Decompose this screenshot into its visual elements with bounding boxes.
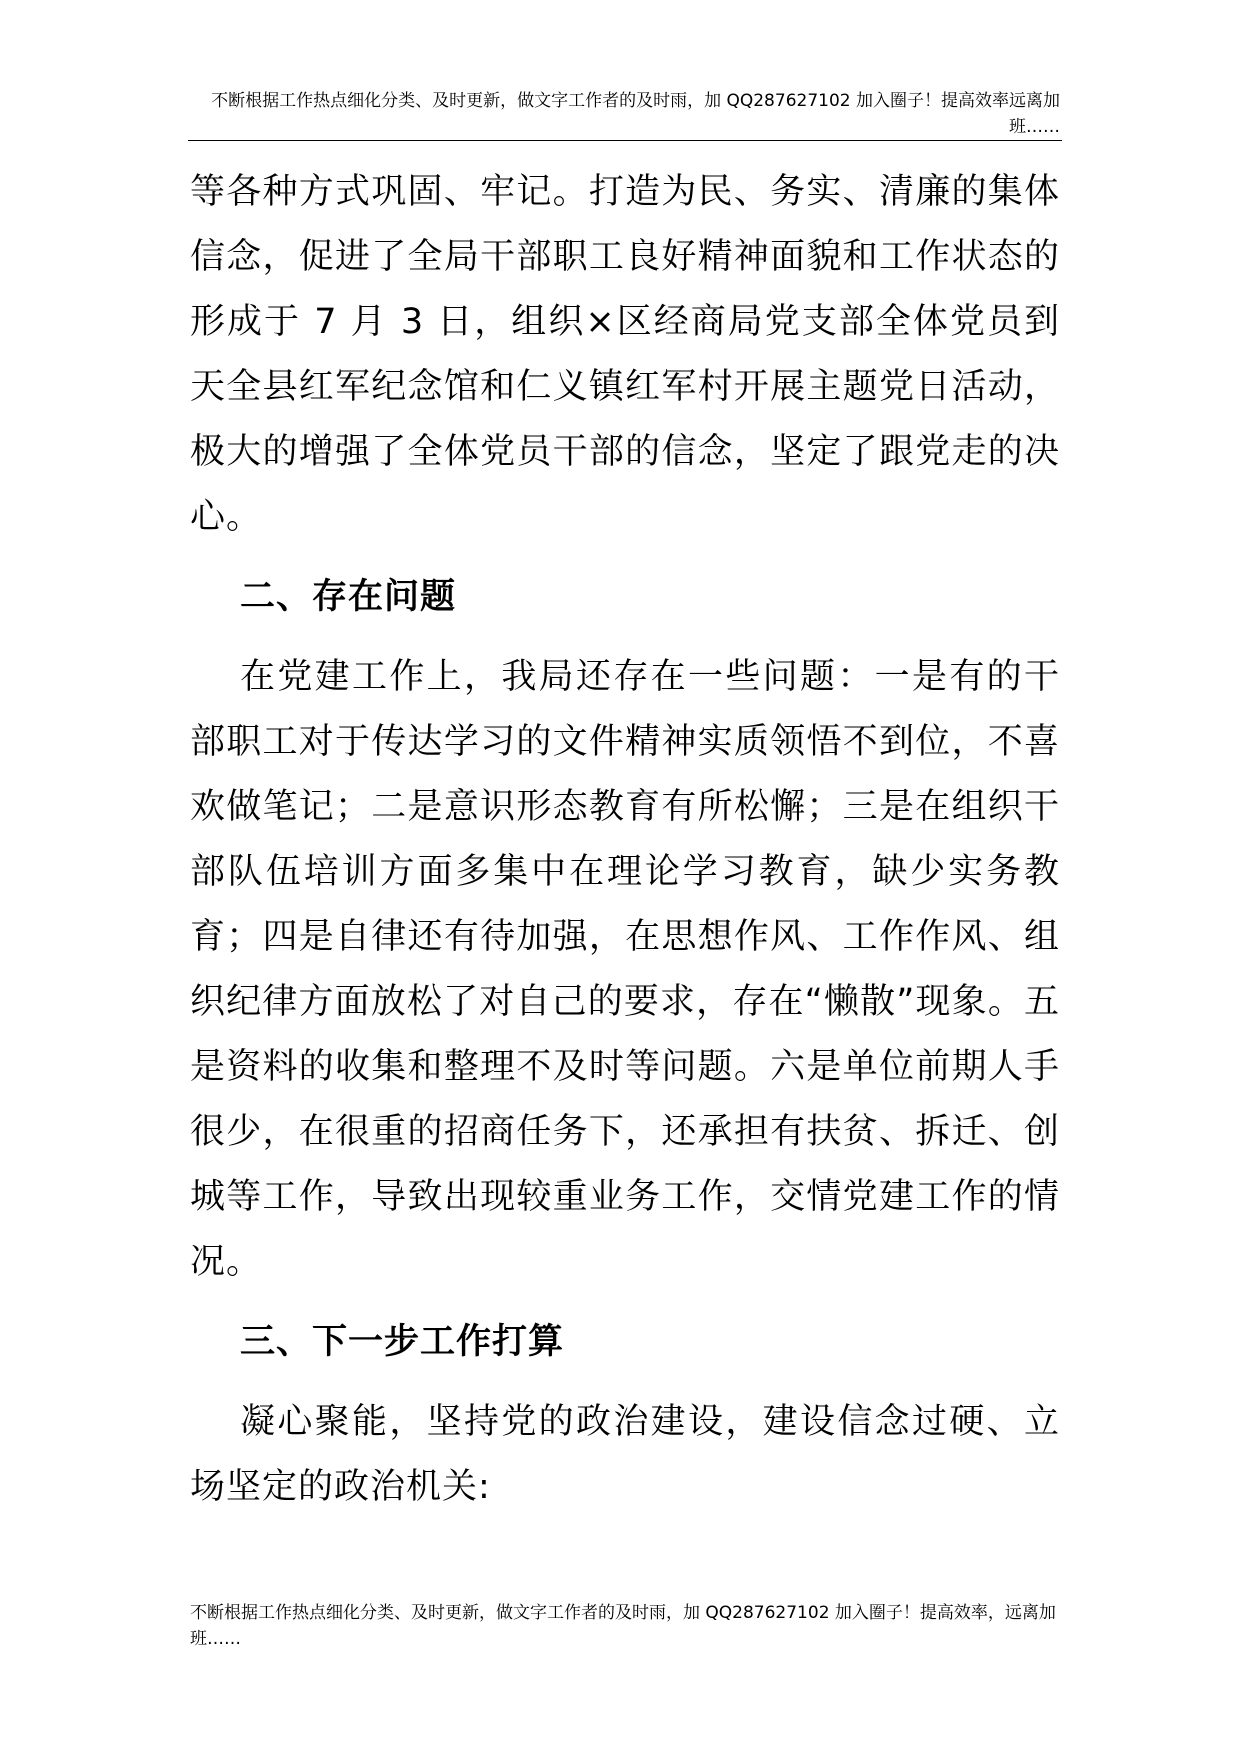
section-heading-next-steps: 三、下一步工作打算 <box>240 1322 565 1362</box>
document-body <box>190 160 1060 1535</box>
page-footer: 不断根据工作热点细化分类、及时更新，做文字工作者的及时雨，加 QQ287627102 加入圈子！提高效率，远离加班…… <box>190 1603 1056 1649</box>
paragraph-next-steps: 凝心聚能，坚持党的政治建设，建设信念过硬、立场坚定的政治机关: <box>190 1402 1060 1507</box>
section-heading-problems: 二、存在问题 <box>240 577 457 617</box>
paragraph-continuation: 等各种方式巩固、牢记。打造为民、务实、清廉的集体信念，促进了全局干部职工良好精神面貌和工作状态的形成于 7 月 3 日，组织×区经商局党支部全体党员到天全县红军纪念馆和仁义镇红军村开展主题党日活动，极大的增强了全体党员干部的信念，坚定了跟党走的决心。 <box>190 172 1060 537</box>
page-header: 不断根据工作热点细化分类、及时更新，做文字工作者的及时雨，加 QQ287627102 加入圈子！提高效率远离加班…… <box>211 91 1060 137</box>
paragraph-problems: 在党建工作上，我局还存在一些问题：一是有的干部职工对于传达学习的文件精神实质领悟不到位，不喜欢做笔记；二是意识形态教育有所松懈；三是在组织干部队伍培训方面多集中在理论学习教育，缺少实务教育；四是自律还有待加强，在思想作风、工作作风、组织纪律方面放松了对自己的要求，存在“懒散”现象。五是资料的收集和整理不及时等问题。六是单位前期人手很少，在很重的招商任务下，还承担有扶贫、拆迁、创城等工作，导致出现较重业务工作，交情党建工作的情况。 <box>190 657 1060 1282</box>
header-divider <box>188 140 1062 141</box>
